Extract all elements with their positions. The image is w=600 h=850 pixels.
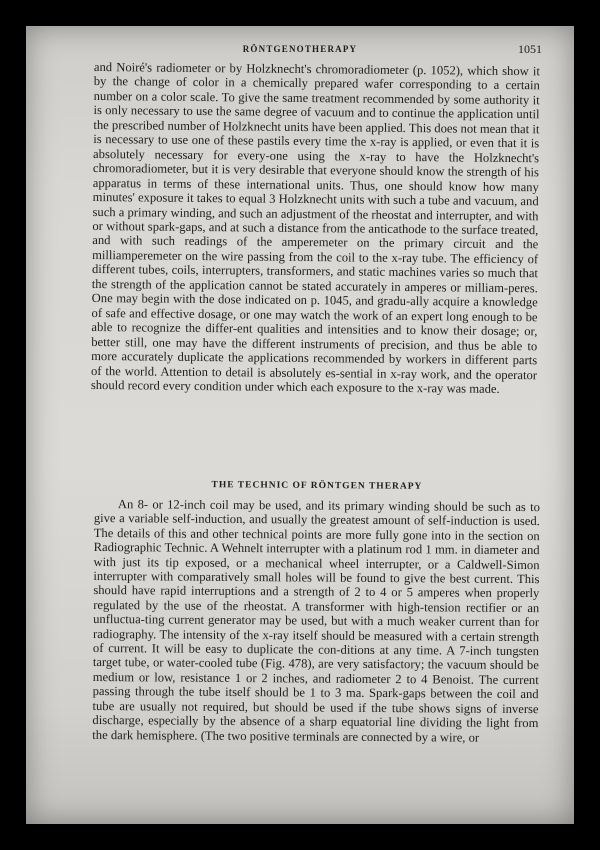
- paragraph-text: and Noiré's radiometer or by Holzknecht's chromoradiometer (p. 1052), which show it by the change of color in a chemically prepared wafer corresponding to a certain number on a color scale. To give the same treatment recommended by some authority it is only necessary to use the same degree of vacuum and to continue the application until the prescribed number of Holzknecht units have been applied. This does not mean that it is necessary to use one of these pastils every time the x-ray is applied, or even that it is absolutely necessary for every-one using the x-ray to have the Holzknecht's chromoradiometer, but it is very desirable that everyone should know the strength of his apparatus in terms of these international units. Thus, one should know how many minutes' exposure it takes to equal 3 Holzknecht units with such a tube and vacuum, and such a primary winding, and such an adjustment of the rheostat and interrupter, and with or without spark-gaps, and at such a distance from the anticathode to the surface treated, and with such readings of the amperemeter on the primary circuit and the milliamperemeter on the wire passing from the coil to the x-ray tube. The efficiency of different tubes, coils, interrupters, transformers, and static machines varies so much that the strength of the application cannot be stated accurately in amperes or milliam-peres. One may begin with the dose indicated on p. 1045, and gradu-ally acquire a knowledge of safe and effective dosage, or one may watch the work of an expert long enough to be able to recognize the differ-ent qualities and intensities and to know their dosage; or, better still, one may have the different instruments of precision, and thus be able to more accurately duplicate the applications recommended by workers in different parts of the world. Attention to detail is absolutely es-sential in x-ray work, and the operator should record every condition under which each exposure to the x-ray was made.: [90, 60, 540, 396]
- page-number: 1051: [518, 42, 542, 56]
- paragraph-text: An 8- or 12-inch coil may be used, and its primary winding should be such as to give a variable self-induction, and usually the greatest amount of self-induction is used. The details of this and other technical points are more fully gone into in the section on Radiographic Technic. A Wehnelt interrupter with a platinum rod 1 mm. in diameter and with just its tip exposed, or a mechanical wheel interrupter, or a Caldwell-Simon interrupter with comparatively small holes will be found to give the best current. This should have rapid interruptions and a strength of 2 to 4 or 5 amperes when properly regulated by the use of the rheostat. A transformer with high-tension rectifier or an unfluctua-ting current generator may be used, but with a much weaker current than for radiography. The intensity of the x-ray itself should be measured with a certain strength of current. It will be easy to duplicate the con-ditions at any time. A 7-inch tungsten target tube, or water-cooled tube (Fig. 478), are very satisfactory; the vacuum should be medium or low, resistance 1 or 2 inches, and radiometer 2 to 4 Benoist. The current passing through the tube itself should be 1 to 3 ma. Spark-gaps between the coil and tube are usually not required, but should be used if the tube shows signs of inverse discharge, especially by the absence of a sharp equatorial line dividing the light from the dark hemisphere. (The two positive terminals are connected by a wire, or: [92, 497, 540, 745]
- section-heading: THE TECHNIC OF RÖNTGEN THERAPY: [211, 480, 423, 492]
- body-paragraph-2: [92, 497, 540, 745]
- body-paragraph-1: [91, 60, 540, 397]
- running-header: [26, 42, 574, 58]
- book-page: [26, 26, 574, 824]
- running-title: RÖNTGENOTHERAPY: [242, 44, 358, 54]
